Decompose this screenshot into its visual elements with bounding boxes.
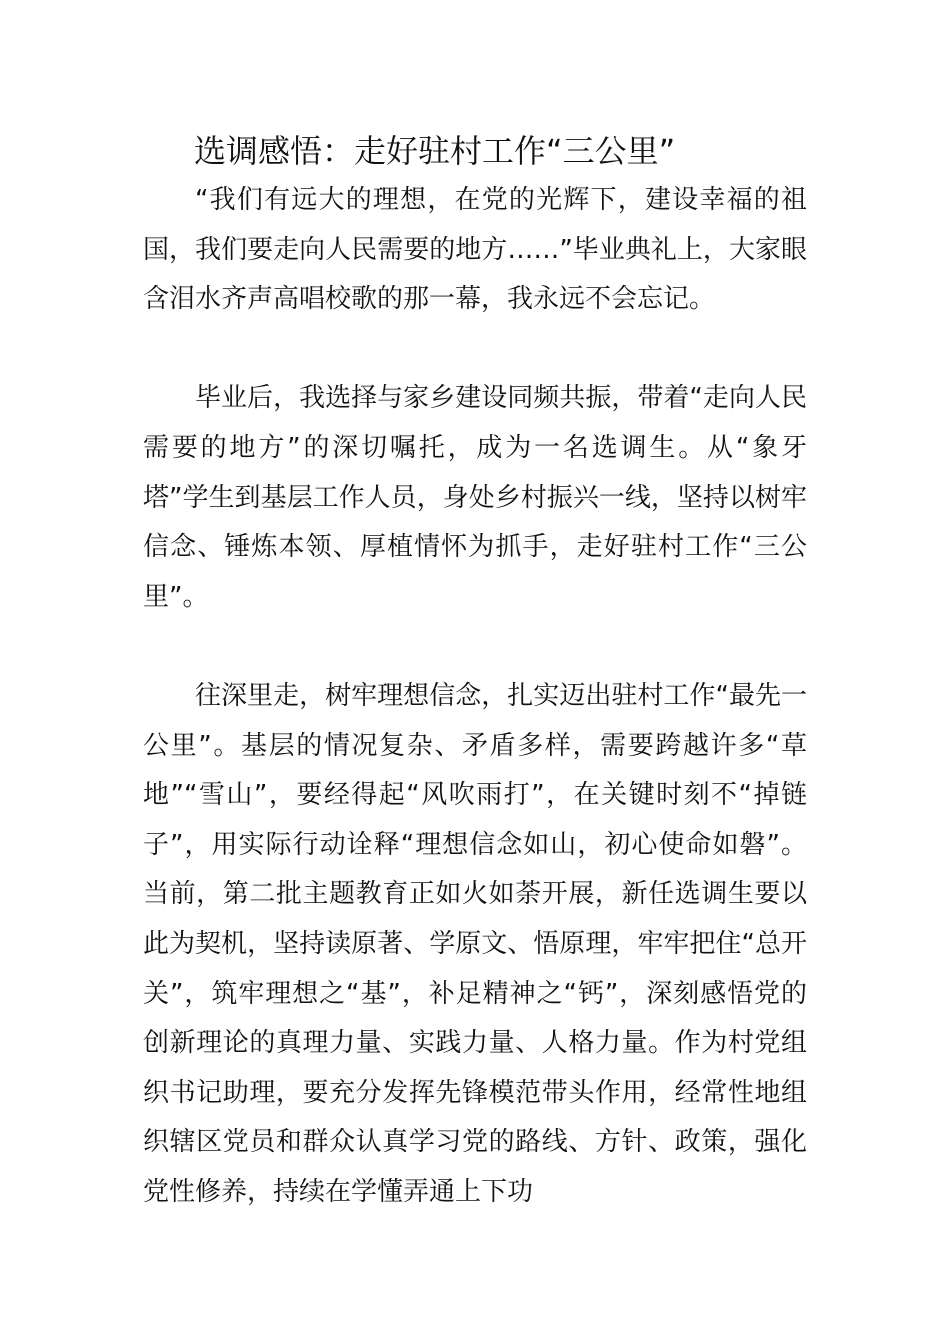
paragraph-3: 往深里走，树牢理想信念，扎实迈出驻村工作“最先一公里”。基层的情况复杂、矛盾多样，需要跨越许多“草地”“雪山”，要经得起“风吹雨打”，在关键时刻不“掉链子”，用实际行动诠释“理想信念如山，初心使命如磐”。当前，第二批主题教育正如火如荼开展，新任选调生要以此为契机，坚持读原著、学原文、悟原理，牢牢把住“总开关”，筑牢理想之“基”，补足精神之“钙”，深刻感悟党的创新理论的真理力量、实践力量、人格力量。作为村党组织书记助理，要充分发挥先锋模范带头作用，经常性地组织辖区党员和群众认真学习党的路线、方针、政策，强化党性修养，持续在学懂弄通上下功 (143, 680, 807, 1207)
paragraph-2: 毕业后，我选择与家乡建设同频共振，带着“走向人民需要的地方”的深切嘱托，成为一名选调生。从“象牙塔”学生到基层工作人员，身处乡村振兴一线，坚持以树牢信念、锤炼本领、厚植情怀为抓手，走好驻村工作“三公里”。 (143, 383, 807, 612)
document-title: 选调感悟：走好驻村工作“三公里” (194, 132, 676, 170)
document-body (143, 126, 807, 1267)
paragraph-1: “我们有远大的理想，在党的光辉下，建设幸福的祖国，我们要走向人民需要的地方……”毕业典礼上，大家眼含泪水齐声高唱校歌的那一幕，我永远不会忘记。 (143, 185, 807, 315)
